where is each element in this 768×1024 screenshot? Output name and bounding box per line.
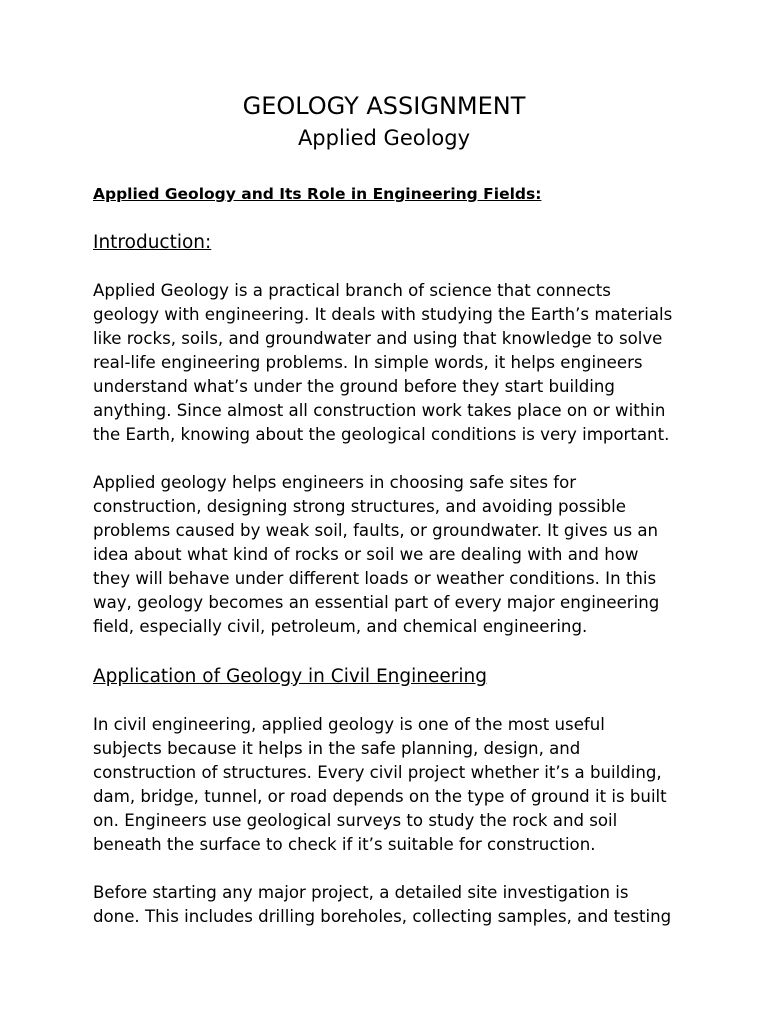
document-body	[93, 182, 677, 953]
intro-paragraph-1: Applied Geology is a practical branch of science that connects geology with engineering. It deals with studying the Earth’s materials like rocks, soils, and groundwater and using that knowledge to solve real-life engineering problems. In simple words, it helps engineers understand what’s under the ground before they start building anything. Since almost all construction work takes place on or within the Earth, knowing about the geological conditions is very important.	[93, 281, 673, 444]
civil-engineering-heading: Application of Geology in Civil Engineering	[93, 666, 487, 687]
section-label: Applied Geology and Its Role in Engineering Fields:	[93, 185, 542, 203]
document-subtitle: Applied Geology	[297, 126, 471, 150]
intro-paragraph-2: Applied geology helps engineers in choosing safe sites for construction, designing strong structures, and avoiding possible problems caused by weak soil, faults, or groundwater. It gives us an idea about what kind of rocks or soil we are dealing with and how they will behave under different loads or weather conditions. In this way, geology becomes an essential part of every major engineering field, especially civil, petroleum, and chemical engineering.	[93, 473, 660, 636]
civil-paragraph-2: Before starting any major project, a detailed site investigation is done. This includes drilling boreholes, collecting samples, and testing	[93, 883, 672, 926]
civil-paragraph-1: In civil engineering, applied geology is one of the most useful subjects because it helps in the safe planning, design, and construction of structures. Every civil project whether it’s a building, dam, bridge, tunnel, or road depends on the type of ground it is built on. Engineers use geological surveys to study the rock and soil beneath the surface to check if it’s suitable for construction.	[93, 715, 667, 854]
document-title: GEOLOGY ASSIGNMENT	[242, 92, 526, 120]
introduction-heading: Introduction:	[93, 232, 212, 253]
